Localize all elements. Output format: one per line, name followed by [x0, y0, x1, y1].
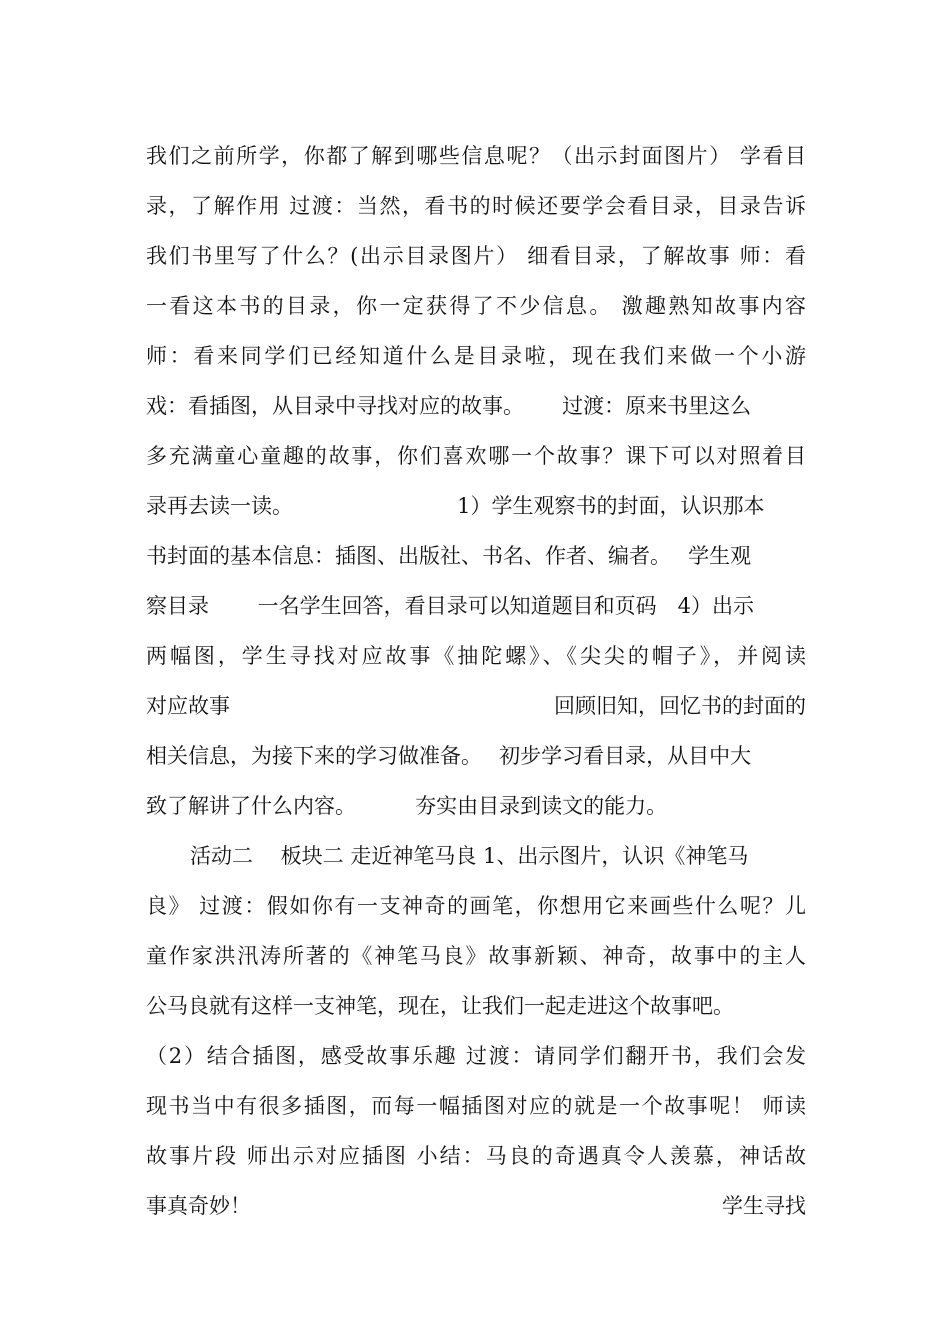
- text-line: （2）结合插图，感受故事乐趣 过渡：请同学们翻开书，我们会发: [146, 1044, 806, 1068]
- text-fragment-right: 回顾旧知，回忆书的封面的: [554, 694, 806, 718]
- body-text: [146, 131, 806, 1231]
- text-line: 公马良就有这样一支神笔，现在，让我们一起走进这个故事吧。: [146, 994, 734, 1018]
- text-line: 良》 过渡：假如你有一支神奇的画笔，你想用它来画些什么呢？儿: [146, 894, 806, 918]
- text-fragment-left: 对应故事: [146, 694, 230, 718]
- text-line: 察目录 一名学生回答，看目录可以知道题目和页码 4）出示: [146, 594, 755, 618]
- text-line: 一看这本书的目录，你一定获得了不少信息。 激趣熟知故事内容: [146, 294, 806, 318]
- text-line: 录，了解作用 过渡：当然，看书的时候还要学会看目录，目录告诉: [146, 194, 806, 218]
- text-line: 两幅图，学生寻找对应故事《抽陀螺》、《尖尖的帽子》，并阅读: [146, 644, 806, 668]
- text-line: 录再去读一读。 1）学生观察书的封面，认识那本: [146, 494, 765, 518]
- text-line: 戏：看插图，从目录中寻找对应的故事。 过渡：原来书里这么: [146, 394, 752, 418]
- text-line: 多充满童心童趣的故事，你们喜欢哪一个故事？课下可以对照着目: [146, 444, 806, 468]
- text-fragment-left: 事真奇妙！: [146, 1194, 251, 1218]
- text-line: 我们书里写了什么？(出示目录图片） 细看目录，了解故事 师：看: [146, 244, 806, 268]
- text-line: 书封面的基本信息：插图、出版社、书名、作者、编者。 学生观: [146, 544, 752, 568]
- paragraph-start-line: 活动二 板块二 走近神笔马良 1、出示图片，认识《神笔马: [190, 844, 749, 868]
- text-line-split: [146, 1181, 806, 1231]
- text-line: 我们之前所学，你都了解到哪些信息呢？（出示封面图片） 学看目: [146, 144, 806, 168]
- text-line: 故事片段 师出示对应插图 小结：马良的奇遇真令人羡慕，神话故: [146, 1144, 806, 1168]
- text-line: 现书当中有很多插图，而每一幅插图对应的就是一个故事呢！ 师读: [146, 1094, 806, 1118]
- text-line: 相关信息，为接下来的学习做准备。 初步学习看目录，从目中大: [146, 744, 752, 768]
- text-fragment-right: 学生寻找: [722, 1194, 806, 1218]
- text-line: 致了解讲了什么内容。 夯实由目录到读文的能力。: [146, 794, 668, 818]
- text-line: 师：看来同学们已经知道什么是目录啦，现在我们来做一个小游: [146, 344, 806, 368]
- text-line: 童作家洪汛涛所著的《神笔马良》故事新颖、神奇，故事中的主人: [146, 944, 806, 968]
- text-line-split: [146, 681, 806, 731]
